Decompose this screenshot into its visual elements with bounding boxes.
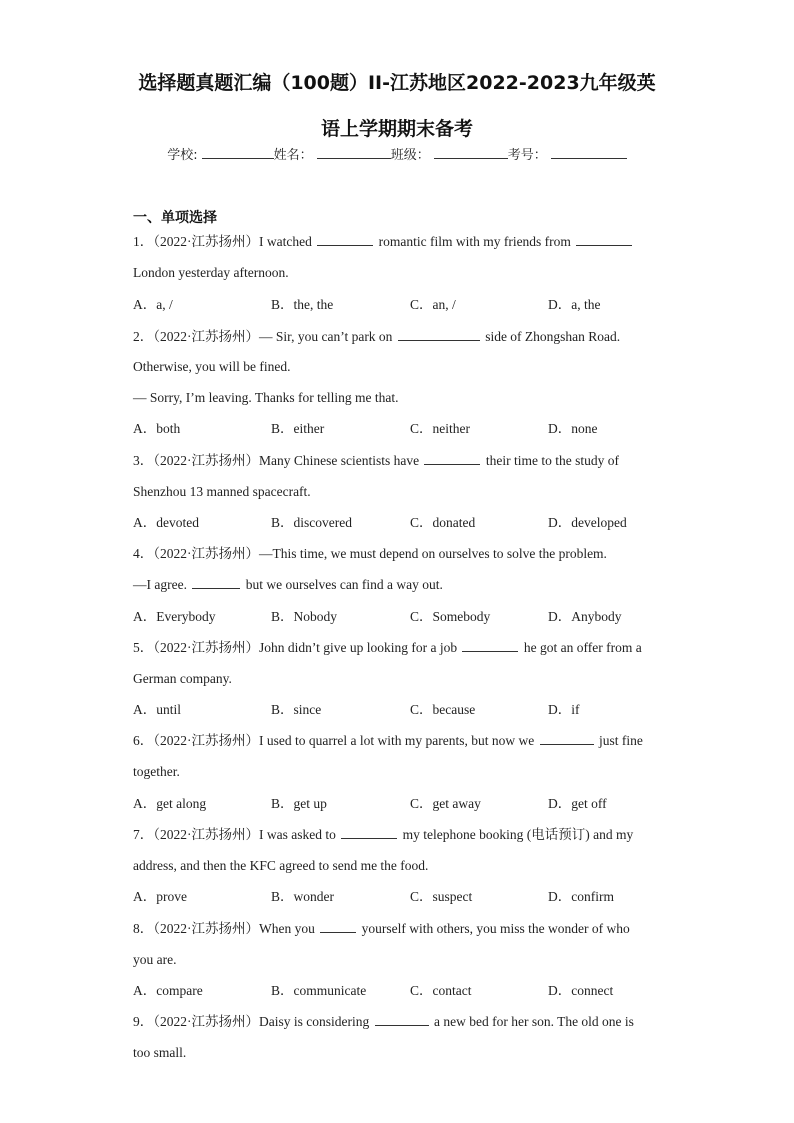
question-text: address, and then the KFC agreed to send me the food. [133, 858, 429, 873]
answer-blank[interactable] [192, 576, 240, 589]
question-text: he got an offer from a [520, 640, 642, 655]
question-text: too small. [133, 1045, 187, 1060]
option-c[interactable]: C．get away [410, 796, 481, 811]
question-4-line-2 [133, 576, 663, 594]
question-text: 5．（2022·江苏扬州）John didn’t give up looking for a job [133, 640, 461, 655]
option-b[interactable]: B．get up [271, 796, 327, 811]
option-a[interactable]: A．until [133, 702, 182, 717]
name-label: 姓名： [273, 148, 313, 163]
exam-number-blank[interactable] [551, 145, 627, 159]
option-c[interactable]: C．because [410, 702, 476, 717]
question-text: Shenzhou 13 manned spacecraft. [133, 484, 311, 499]
option-c[interactable]: C．suspect [410, 889, 473, 904]
question-text: 1．（2022·江苏扬州）I watched [133, 234, 316, 249]
question-1-line-1 [133, 233, 663, 251]
question-4-line-1 [133, 545, 663, 563]
option-a[interactable]: A．Everybody [133, 609, 216, 624]
question-7-line-2 [133, 857, 663, 875]
answer-blank[interactable] [375, 1013, 429, 1026]
option-b[interactable]: B．discovered [271, 515, 352, 530]
question-1-line-2 [133, 264, 663, 282]
option-a[interactable]: A．prove [133, 889, 187, 904]
option-c[interactable]: C．donated [410, 515, 476, 530]
question-text: 7．（2022·江苏扬州）I was asked to [133, 827, 340, 842]
question-text: their time to the study of [482, 453, 619, 468]
question-text: Otherwise, you will be fined. [133, 359, 291, 374]
question-3-line-2 [133, 483, 663, 501]
answer-blank[interactable] [540, 732, 594, 745]
question-text: together. [133, 764, 180, 779]
answer-blank[interactable] [398, 328, 480, 341]
class-blank[interactable] [434, 145, 508, 159]
question-text: a new bed for her son. The old one is [430, 1014, 634, 1029]
option-d[interactable]: D．Anybody [548, 609, 622, 624]
question-text: 2．（2022·江苏扬州）— Sir, you can’t park on [133, 329, 396, 344]
question-9-line-1 [133, 1013, 663, 1031]
question-text: — Sorry, I’m leaving. Thanks for telling me that. [133, 390, 399, 405]
answer-blank[interactable] [320, 920, 356, 933]
question-2-line-2 [133, 358, 663, 376]
question-text: romantic film with my friends from [375, 234, 575, 249]
question-text: side of Zhongshan Road. [481, 329, 621, 344]
answer-blank[interactable] [424, 452, 480, 465]
question-text: 4．（2022·江苏扬州）—This time, we must depend on ourselves to solve the problem. [133, 546, 607, 561]
exam-number-label: 考号： [507, 148, 547, 163]
option-d[interactable]: D．get off [548, 796, 607, 811]
answer-blank[interactable] [576, 233, 632, 246]
question-text: 9．（2022·江苏扬州）Daisy is considering [133, 1014, 373, 1029]
question-text: 3．（2022·江苏扬州）Many Chinese scientists have [133, 453, 423, 468]
document-title-line-1: 选择题真题汇编（100题）II-江苏地区2022-2023九年级英 [138, 72, 656, 94]
question-6-line-2 [133, 763, 663, 781]
answer-blank[interactable] [317, 233, 373, 246]
option-d[interactable]: D．connect [548, 983, 614, 998]
class-label: 班级： [390, 148, 430, 163]
question-text: you are. [133, 952, 177, 967]
question-text: German company. [133, 671, 232, 686]
option-b[interactable]: B．since [271, 702, 322, 717]
name-blank[interactable] [317, 145, 391, 159]
answer-blank[interactable] [341, 826, 397, 839]
section-heading: 一、单项选择 [133, 210, 217, 226]
option-c[interactable]: C．neither [410, 421, 470, 436]
question-text: —I agree. [133, 577, 191, 592]
option-a[interactable]: A．get along [133, 796, 207, 811]
option-c[interactable]: C．Somebody [410, 609, 491, 624]
question-8-line-2 [133, 951, 663, 969]
answer-blank[interactable] [462, 639, 518, 652]
question-text: yourself with others, you miss the wonder of who [358, 921, 630, 936]
option-d[interactable]: D．none [548, 421, 598, 436]
question-text: 8．（2022·江苏扬州）When you [133, 921, 319, 936]
option-a[interactable]: A．both [133, 421, 181, 436]
option-a[interactable]: A．compare [133, 983, 203, 998]
option-d[interactable]: D．developed [548, 515, 627, 530]
question-5-line-2 [133, 670, 663, 688]
option-c[interactable]: C．an, / [410, 297, 456, 312]
question-9-line-2 [133, 1044, 663, 1062]
student-info-line [0, 144, 794, 163]
question-text: just fine [595, 733, 643, 748]
question-text: 6．（2022·江苏扬州）I used to quarrel a lot with my parents, but now we [133, 733, 538, 748]
school-blank[interactable] [202, 145, 274, 159]
school-label: 学校: [167, 148, 198, 163]
question-2-line-3 [133, 389, 663, 407]
option-b[interactable]: B．the, the [271, 297, 334, 312]
option-b[interactable]: B．Nobody [271, 609, 338, 624]
option-a[interactable]: A．a, / [133, 297, 173, 312]
document-title-line-2: 语上学期期末备考 [320, 118, 473, 140]
option-b[interactable]: B．either [271, 421, 325, 436]
question-2-line-1 [133, 328, 663, 346]
option-d[interactable]: D．if [548, 702, 580, 717]
question-7-line-1 [133, 826, 663, 844]
question-text: London yesterday afternoon. [133, 265, 289, 280]
question-3-line-1 [133, 452, 663, 470]
question-text: my telephone booking (电话预订) and my [399, 827, 634, 842]
question-5-line-1 [133, 639, 663, 657]
option-b[interactable]: B．wonder [271, 889, 334, 904]
question-8-line-1 [133, 920, 663, 938]
option-c[interactable]: C．contact [410, 983, 472, 998]
option-d[interactable]: D．confirm [548, 889, 614, 904]
question-6-line-1 [133, 732, 663, 750]
option-d[interactable]: D．a, the [548, 297, 601, 312]
option-a[interactable]: A．devoted [133, 515, 199, 530]
question-text: but we ourselves can find a way out. [242, 577, 443, 592]
option-b[interactable]: B．communicate [271, 983, 367, 998]
